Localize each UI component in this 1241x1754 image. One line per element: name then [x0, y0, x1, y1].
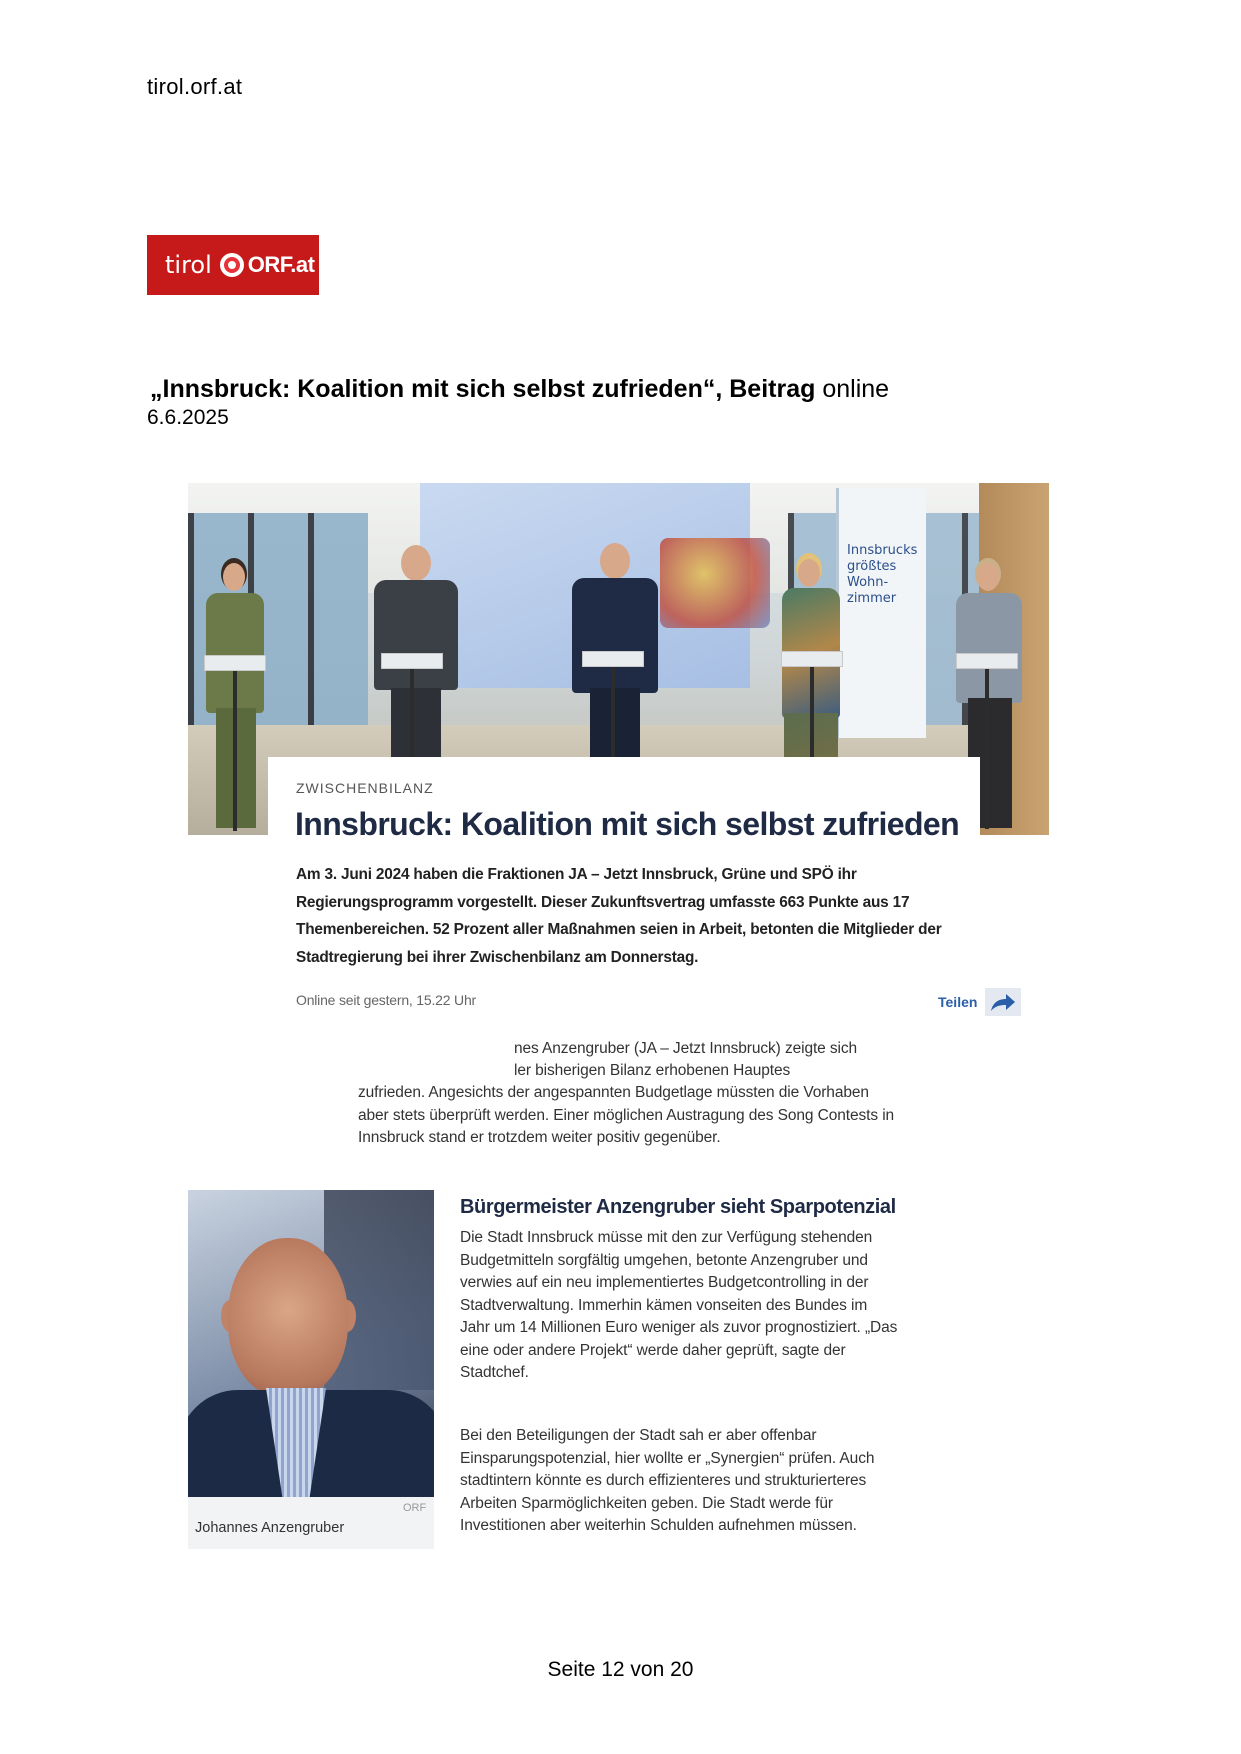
document-title-suffix: online	[822, 375, 890, 403]
share-arrow-icon	[985, 988, 1021, 1016]
article-title: Innsbruck: Koalition mit sich selbst zufrieden	[295, 806, 960, 842]
portrait-photo	[188, 1190, 434, 1497]
paragraph-1-line-1: nes Anzengruber (JA – Jetzt Innsbruck) zeigte sich	[514, 1040, 858, 1057]
article-lead: Am 3. Juni 2024 haben die Fraktionen JA – Jetzt Innsbruck, Grüne und SPÖ ihr Regierungsprogramm vorgestellt. Dieser Zukunftsvertrag umfasste 663 Punkte aus 17 Themenbereichen. 52 Prozent aller Maßnahmen seien in Arbeit, betonten die Mitglieder der Stadtregierung bei ihrer Zwischenbilanz am Donnerstag.	[296, 866, 942, 966]
paragraph-2: Die Stadt Innsbruck müsse mit den zur Verfügung stehenden Budgetmitteln sorgfältig umgehen, betonte Anzengruber und verwies auf ein neu implementiertes Budgetcontrolling in der Stadtverwaltung. Immerhin kämen vonseiten des Bundes im Jahr um 14 Millionen Euro weniger als zuvor prognostiziert. „Das eine oder andere Projekt“ werde daher geprüft, sagte der Stadtchef.	[460, 1229, 898, 1381]
orf-ring-icon	[220, 253, 244, 277]
paragraph-1-line-2: ler bisherigen Bilanz erhobenen Hauptes	[514, 1062, 791, 1079]
site-header: tirol.orf.at	[147, 74, 243, 99]
photo-caption: Johannes Anzengruber	[195, 1520, 345, 1536]
share-label: Teilen	[938, 994, 978, 1010]
article-timestamp: Online seit gestern, 15.22 Uhr	[296, 992, 476, 1008]
article-kicker: ZWISCHENBILANZ	[296, 780, 434, 796]
logo-region: tirol	[165, 251, 212, 279]
logo-brand: ORF.at	[247, 252, 315, 277]
document-title-bold: „Innsbruck: Koalition mit sich selbst zufrieden“, Beitrag	[150, 375, 816, 403]
article-subheading: Bürgermeister Anzengruber sieht Sparpotenzial	[460, 1196, 896, 1218]
roll-up-banner	[836, 488, 926, 738]
document-date: 6.6.2025	[147, 406, 229, 429]
page-number: Seite 12 von 20	[547, 1658, 694, 1681]
banner-text: Innsbrucks größtes Wohn-zimmer	[847, 543, 918, 606]
paragraph-1-rest: zufrieden. Angesichts der angespannten Budgetlage müssten die Vorhaben aber stets überprüft werden. Einer möglichen Austragung des Song Contests in Innsbruck stand er trotzdem weiter positiv gegenüber.	[358, 1084, 895, 1146]
share-button[interactable]	[938, 988, 1021, 1016]
photo-credit: ORF	[403, 1502, 427, 1514]
document-title	[150, 375, 889, 404]
paragraph-3: Bei den Beteiligungen der Stadt sah er aber offenbar Einsparungspotenzial, hier wollte er „Synergien“ prüfen. Auch stadtintern könnte es durch effizienteres und strukturierteres Arbeiten Sparmöglichkeiten geben. Die Stadt werde für Investitionen aber weiterhin Schulden aufnehmen müssen.	[460, 1427, 875, 1534]
orf-tirol-logo	[147, 235, 319, 295]
